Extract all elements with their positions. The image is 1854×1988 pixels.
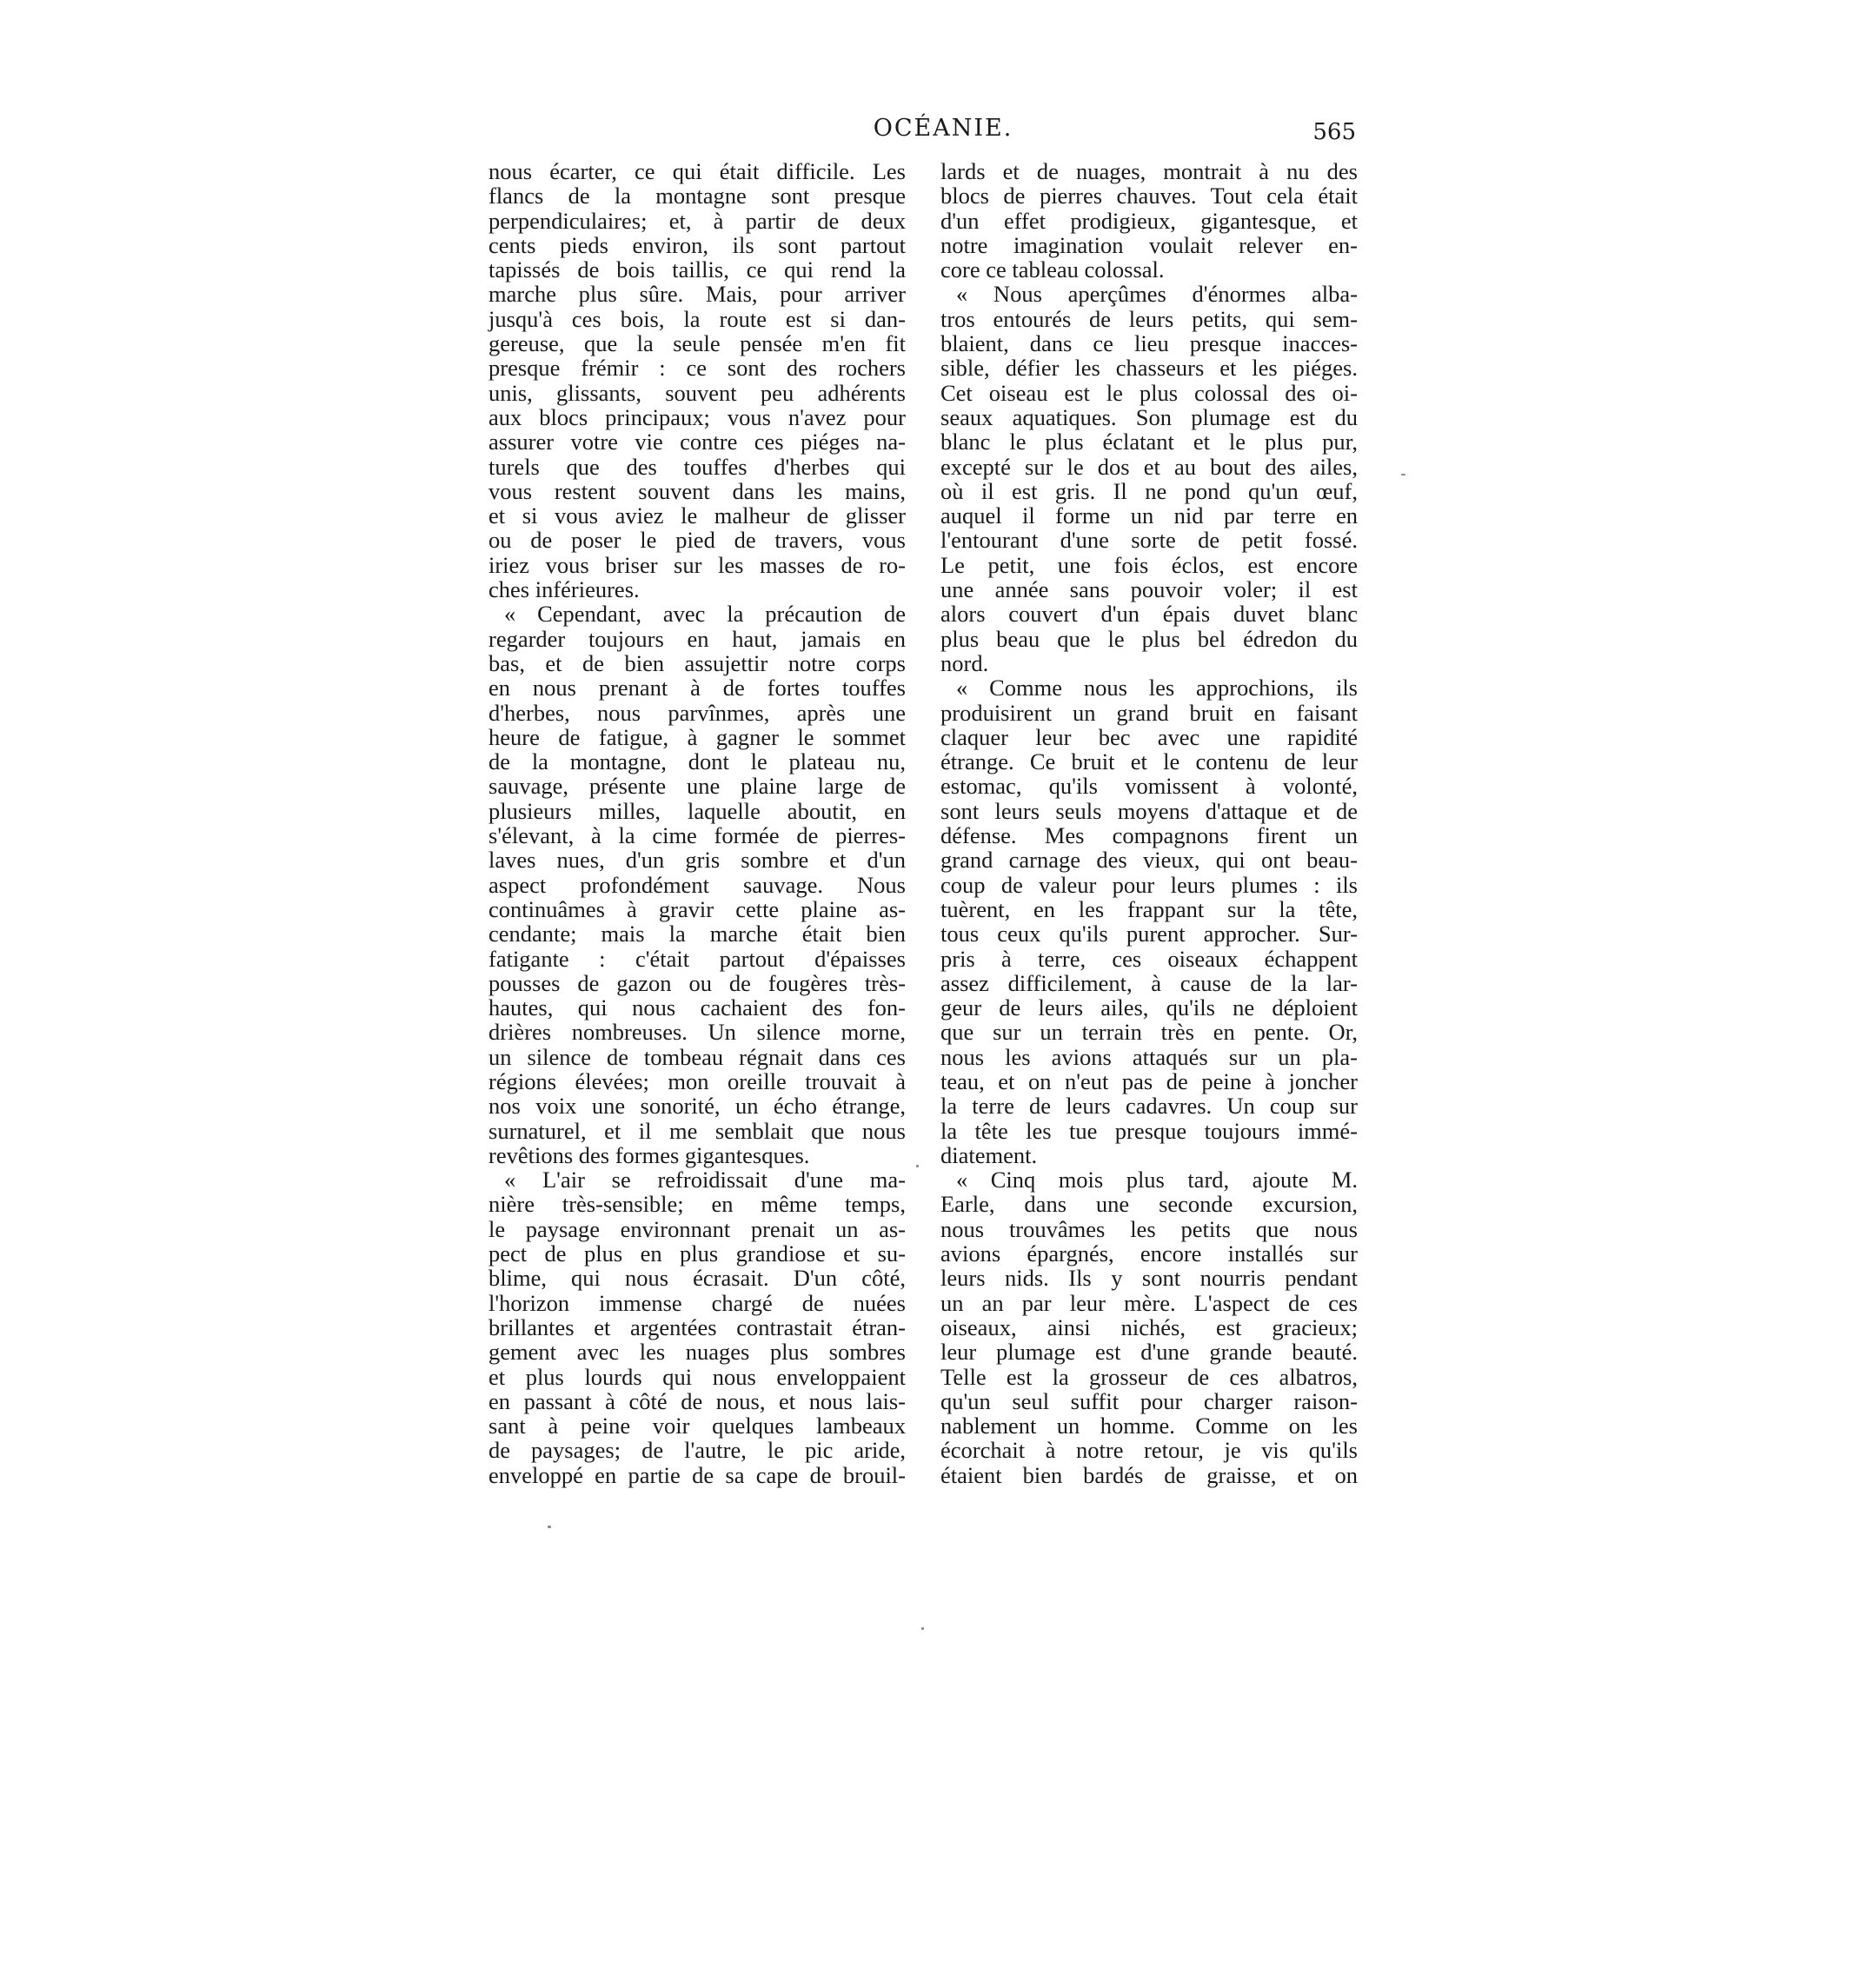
text-line: la tête les tue presque toujours immé-	[940, 1117, 1358, 1144]
right-column	[940, 159, 1358, 1487]
text-line: gereuse, que la seule pensée m'en fit	[488, 330, 906, 357]
text-line: Le petit, une fois éclos, est encore	[940, 551, 1358, 578]
text-line: assurer votre vie contre ces piéges na-	[488, 429, 906, 455]
text-line: sont leurs seuls moyens d'attaque et de	[940, 797, 1358, 824]
text-line: en passant à côté de nous, et nous lais-	[488, 1387, 906, 1414]
text-line: sible, défier les chasseurs et les piéges.	[940, 355, 1358, 382]
text-line: blaient, dans ce lieu presque inacces-	[940, 330, 1358, 357]
text-line: régions élevées; mon oreille trouvait à	[488, 1067, 906, 1094]
text-line: aux blocs principaux; vous n'avez pour	[488, 403, 906, 430]
text-line: turels que des touffes d'herbes qui	[488, 453, 906, 480]
text-line: « Cinq mois plus tard, ajoute M.	[956, 1167, 1358, 1193]
text-line: l'entourant d'une sorte de petit fossé.	[940, 527, 1358, 554]
text-line: « L'air se refroidissait d'une ma-	[504, 1167, 906, 1193]
text-line: qu'un seul suffit pour charger raison-	[940, 1387, 1358, 1414]
text-line: avions épargnés, encore installés sur	[940, 1240, 1358, 1267]
text-line: excepté sur le dos et au bout des ailes,	[940, 453, 1358, 480]
text-line: ou de poser le pied de travers, vous	[488, 527, 906, 554]
text-line: sant à peine voir quelques lambeaux	[488, 1413, 906, 1439]
text-line: tuèrent, en les frappant sur la tête,	[940, 895, 1358, 922]
text-line: continuâmes à gravir cette plaine as-	[488, 895, 906, 922]
text-line: assez difficilement, à cause de la lar-	[940, 969, 1358, 996]
text-line: étrange. Ce bruit et le contenu de leur	[940, 748, 1358, 775]
text-line: pousses de gazon ou de fougères très-	[488, 969, 906, 996]
text-line: estomac, qu'ils vomissent à volonté,	[940, 773, 1358, 800]
text-line: une année sans pouvoir voler; il est	[940, 576, 1358, 603]
text-line: de la montagne, dont le plateau nu,	[488, 748, 906, 775]
text-line: regarder toujours en haut, jamais en	[488, 625, 906, 652]
text-line: marche plus sûre. Mais, pour arriver	[488, 281, 906, 308]
text-line: perpendiculaires; et, à partir de deux	[488, 207, 906, 234]
scan-speck	[916, 1165, 919, 1167]
text-line: aspect profondément sauvage. Nous	[488, 871, 906, 898]
text-line: nos voix une sonorité, un écho étrange,	[488, 1093, 906, 1120]
text-line: s'élevant, à la cime formée de pierres-	[488, 822, 906, 849]
text-line: brillantes et argentées contrastait étran-	[488, 1313, 906, 1340]
text-line: nous écarter, ce qui était difficile. Les	[488, 158, 906, 184]
text-line: que sur un terrain très en pente. Or,	[940, 1019, 1358, 1046]
text-line: lards et de nuages, montrait à nu des	[940, 158, 1358, 184]
text-line: « Comme nous les approchions, ils	[956, 675, 1358, 701]
text-line: bas, et de bien assujettir notre corps	[488, 649, 906, 676]
text-line: un silence de tombeau régnait dans ces	[488, 1043, 906, 1070]
text-line: diatement.	[940, 1141, 1038, 1168]
text-line: revêtions des formes gigantesques.	[488, 1141, 810, 1168]
text-line: tros entourés de leurs petits, qui sem-	[940, 305, 1358, 332]
text-line: blanc le plus éclatant et le plus pur,	[940, 429, 1358, 455]
text-line: core ce tableau colossal.	[940, 256, 1165, 283]
text-line: l'horizon immense chargé de nuées	[488, 1289, 906, 1316]
text-line: le paysage environnant prenait un as-	[488, 1215, 906, 1242]
text-line: cendante; mais la marche était bien	[488, 921, 906, 947]
text-line: plusieurs milles, laquelle aboutit, en	[488, 797, 906, 824]
text-line: unis, glissants, souvent peu adhérents	[488, 379, 906, 406]
text-line: grand carnage des vieux, qui ont beau-	[940, 847, 1358, 874]
text-line: nablement un homme. Comme on les	[940, 1413, 1358, 1439]
text-line: surnaturel, et il me semblait que nous	[488, 1117, 906, 1144]
text-line: produisirent un grand bruit en faisant	[940, 699, 1358, 726]
text-line: nous les avions attaqués sur un pla-	[940, 1043, 1358, 1070]
text-line: jusqu'à ces bois, la route est si dan-	[488, 305, 906, 332]
text-line: blime, qui nous écrasait. D'un côté,	[488, 1265, 906, 1292]
text-line: drières nombreuses. Un silence morne,	[488, 1019, 906, 1046]
text-line: cents pieds environ, ils sont partout	[488, 231, 906, 258]
text-line: oiseaux, ainsi nichés, est gracieux;	[940, 1313, 1358, 1340]
text-line: seaux aquatiques. Son plumage est du	[940, 403, 1358, 430]
left-column	[488, 159, 906, 1487]
text-line: Cet oiseau est le plus colossal des oi-	[940, 379, 1358, 406]
text-line: auquel il forme un nid par terre en	[940, 502, 1358, 529]
text-line: « Cependant, avec la précaution de	[504, 601, 906, 628]
text-line: fatigante : c'était partout d'épaisses	[488, 945, 906, 972]
scan-speck	[1401, 474, 1405, 475]
text-line: notre imagination voulait relever en-	[940, 231, 1358, 258]
text-line: d'un effet prodigieux, gigantesque, et	[940, 207, 1358, 234]
text-line: pris à terre, ces oiseaux échappent	[940, 945, 1358, 972]
text-line: gement avec les nuages plus sombres	[488, 1339, 906, 1366]
text-line: sauvage, présente une plaine large de	[488, 773, 906, 800]
text-line: d'herbes, nous parvînmes, après une	[488, 699, 906, 726]
text-line: flancs de la montagne sont presque	[488, 183, 906, 209]
text-line: où il est gris. Il ne pond qu'un œuf,	[940, 477, 1358, 504]
text-line: tapissés de bois taillis, ce qui rend la	[488, 256, 906, 283]
text-line: geur de leurs ailes, qu'ils ne déploient	[940, 994, 1358, 1021]
text-line: vous restent souvent dans les mains,	[488, 477, 906, 504]
text-line: la terre de leurs cadavres. Un coup sur	[940, 1093, 1358, 1120]
text-line: hautes, qui nous cachaient des fon-	[488, 994, 906, 1021]
text-line: presque frémir : ce sont des rochers	[488, 355, 906, 382]
page-number: 565	[1312, 119, 1356, 145]
text-line: Earle, dans une seconde excursion,	[940, 1191, 1358, 1218]
text-line: Telle est la grosseur de ces albatros,	[940, 1363, 1358, 1390]
text-line: et plus lourds qui nous enveloppaient	[488, 1363, 906, 1390]
text-line: de paysages; de l'autre, le pic aride,	[488, 1437, 906, 1464]
text-line: un an par leur mère. L'aspect de ces	[940, 1289, 1358, 1316]
text-line: et si vous aviez le malheur de glisser	[488, 502, 906, 529]
text-line: en nous prenant à de fortes touffes	[488, 675, 906, 701]
text-line: « Nous aperçûmes d'énormes alba-	[956, 281, 1358, 308]
text-line: pect de plus en plus grandiose et su-	[488, 1240, 906, 1267]
text-line: alors couvert d'un épais duvet blanc	[940, 601, 1358, 628]
text-line: enveloppé en partie de sa cape de brouil-	[488, 1461, 906, 1488]
scan-speck	[921, 1627, 924, 1630]
text-line: nous trouvâmes les petits que nous	[940, 1215, 1358, 1242]
text-line: ches inférieures.	[488, 576, 640, 603]
scan-speck	[548, 1526, 551, 1528]
text-line: blocs de pierres chauves. Tout cela était	[940, 183, 1358, 209]
text-line: tous ceux qu'ils purent approcher. Sur-	[940, 921, 1358, 947]
text-line: plus beau que le plus bel édredon du	[940, 625, 1358, 652]
text-line: heure de fatigue, à gagner le sommet	[488, 723, 906, 750]
text-line: leurs nids. Ils y sont nourris pendant	[940, 1265, 1358, 1292]
text-line: écorchait à notre retour, je vis qu'ils	[940, 1437, 1358, 1464]
text-line: iriez vous briser sur les masses de ro-	[488, 551, 906, 578]
text-line: défense. Mes compagnons firent un	[940, 822, 1358, 849]
text-line: nord.	[940, 649, 989, 676]
running-title: OCÉANIE.	[873, 115, 1013, 142]
text-line: laves nues, d'un gris sombre et d'un	[488, 847, 906, 874]
text-line: leur plumage est d'une grande beauté.	[940, 1339, 1358, 1366]
text-line: nière très-sensible; en même temps,	[488, 1191, 906, 1218]
text-line: teau, et on n'eut pas de peine à joncher	[940, 1067, 1358, 1094]
text-line: étaient bien bardés de graisse, et on	[940, 1461, 1358, 1488]
text-line: claquer leur bec avec une rapidité	[940, 723, 1358, 750]
text-line: coup de valeur pour leurs plumes : ils	[940, 871, 1358, 898]
